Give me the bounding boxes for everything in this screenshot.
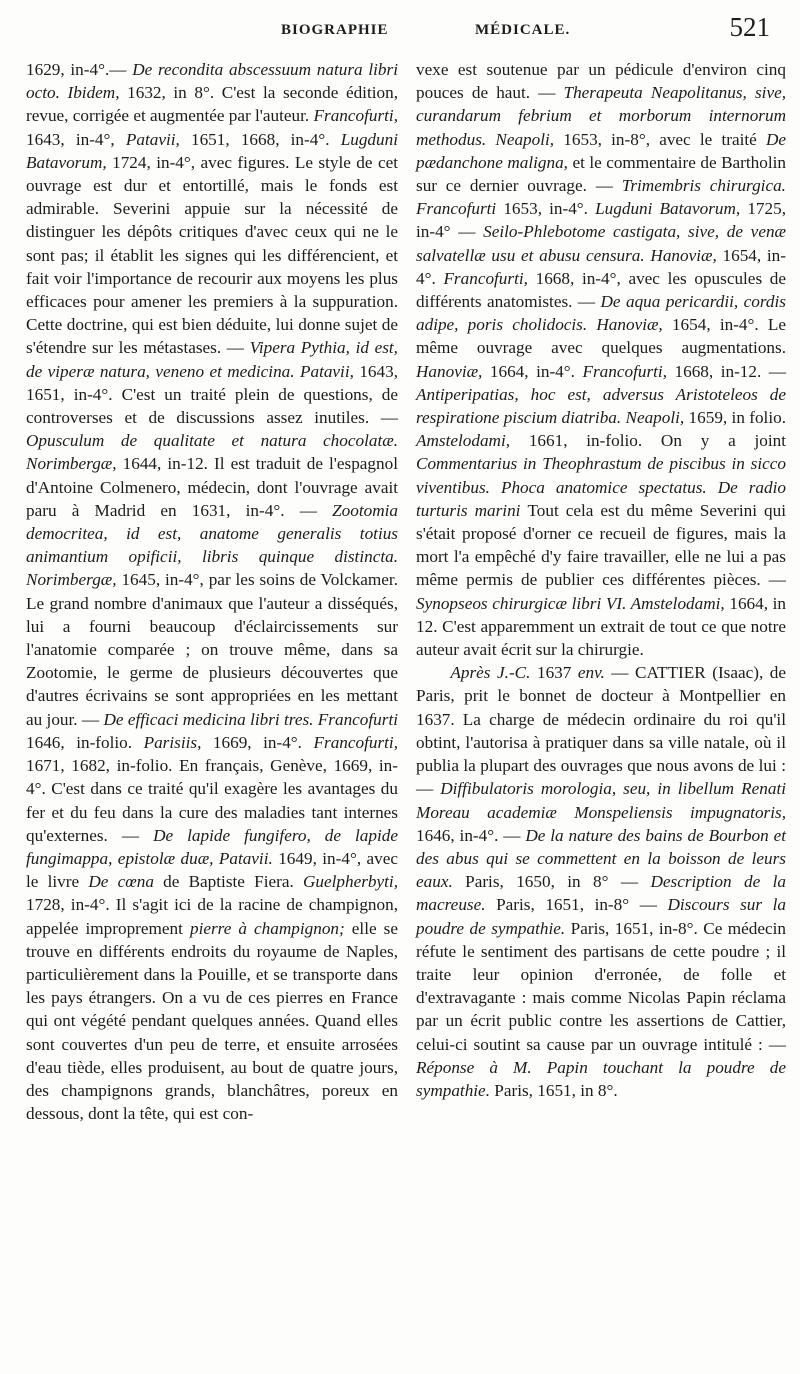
- title-run: Diffibulatoris morologia, seu, in libellum Renati Moreau academiæ Monspeliensis impugnatoris,: [416, 779, 786, 822]
- title-run: Opusculum de qualitate et natura chocolatæ. Norimbergæ,: [26, 431, 398, 474]
- text-run: elle se trouve en différents endroits du royaume de Naples, particulièrement dans la Pouille, et se transporte dans les pays étrangers. On a vu de ces pierres en France qui ont végété pendant quelques années. Quand elles sont couvertes d'un peu de terre, et ensuite arrosées d'eau tiède, elles produisent, au bout de quatre jours, des champignons grands, blanchâtres, poreux en dessous, dont la tête, qui est con-: [26, 918, 398, 1124]
- running-head-right: MÉDICALE.: [475, 22, 571, 38]
- running-head-left: BIOGRAPHIE: [281, 22, 389, 38]
- title-run: Therapeuta Neapolitanus, sive, curandarum febrium et morborum internorum methodus. Neapoli,: [416, 83, 786, 149]
- era-run: env.: [577, 663, 612, 683]
- text-run: de Baptiste Fiera.: [163, 872, 303, 892]
- text-run: 1668, in-12. —: [674, 361, 787, 381]
- text-run: 1632, in 8°. C'est la seconde édition, revue, corrigée et augmentée par l'auteur.: [26, 83, 398, 126]
- text-run: 1728, in-4°. Il s'agit ici de la racine de champignon, appelée improprement: [26, 895, 398, 938]
- text-run: 1651, 1668, in-4°.: [190, 129, 341, 149]
- title-run: De efficaci medicina libri tres. Francofurti: [103, 709, 398, 729]
- title-run: Description de la macreuse.: [416, 872, 786, 915]
- text-run: 1654, in-4°. Le même ouvrage avec quelques augmentations.: [416, 315, 786, 358]
- title-run: Discours sur la poudre de sympathie.: [416, 895, 786, 938]
- title-run: Trimembris chirurgica. Francofurti: [416, 176, 786, 219]
- title-run: Seilo-Phlebotome castigata, sive, de venæ salvatellæ usu et abusu censura. Hanoviæ,: [416, 222, 787, 265]
- text-run: 1671, 1682, in-folio. En français, Genève, 1669, in-4°. C'est dans ce traité qu'il exagère les avantages du fer et du feu dans la cure des maladies tant internes qu'externes. —: [26, 756, 398, 845]
- title-run: Lugduni Batavorum,: [26, 129, 398, 172]
- title-run: De la nature des bains de Bourbon et des abus qui se commettent en la boisson de leurs eaux.: [416, 825, 786, 892]
- title-run: De pædanchone maligna,: [416, 129, 786, 172]
- right-column: [416, 58, 786, 1102]
- text-run: 1724, in-4°, avec figures. Le style de cet ouvrage est dur et entortillé, mais le fonds est admirable. Severini appuie sur la nécessité de distinguer les dépôts critiques d'avec ceux qui ne le sont pas; il établit les signes qui les différencient, et fait voir l'importance de recourir aux moyens les plus efficaces pour amener les premiers à la suppuration. Cette doctrine, qui est bien déduite, lui donne sujet de s'étendre sur les métastases. —: [26, 152, 398, 358]
- title-run: Commentarius in Theophrastum de piscibus in sicco viventibus. Phoca anatomice spectatus. De radio turturis marini: [416, 454, 786, 520]
- title-run: Réponse à M. Papin touchant la poudre de sympathie.: [416, 1057, 786, 1100]
- text-run: (Isaac), de Paris, prit le bonnet de docteur à Montpellier en 1637. La charge de médecin ordinaire du roi qu'il obtint, l'autorisa à pratiquer dans sa ville natale, où il publia la plupart des ouvrages que nous avons de lui : —: [416, 663, 787, 799]
- text-run: 1643, 1651, in-4°. C'est un traité plein de questions, de controverses et de discussions assez inutiles. —: [26, 361, 398, 428]
- text-run: 1669, in-4°.: [212, 732, 314, 752]
- title-run: Hanoviæ,: [416, 361, 490, 381]
- text-run: 1664, in-4°.: [489, 361, 583, 381]
- title-run: Francofurti,: [313, 106, 399, 126]
- title-run: Lugduni Batavorum,: [595, 199, 748, 219]
- entry-name: — CATTIER: [611, 663, 713, 683]
- title-run: Zootomia democritea, id est, anatome generalis totius animantium opificii, libris quinque distincta. Norimbergæ,: [26, 500, 398, 590]
- text-run: Paris, 1651, in-8° —: [496, 895, 668, 915]
- text-run: vexe est soutenue par un pédicule d'environ cinq pouces de haut. —: [416, 60, 786, 103]
- left-column: [26, 58, 398, 1125]
- title-run: Antiperipatias, hoc est, adversus Aristoteleos de respiratione piscium diatriba. Neapoli,: [416, 384, 786, 428]
- text-run: 1659, in folio.: [688, 408, 786, 428]
- text-run: Paris, 1650, in 8° —: [465, 872, 651, 892]
- text-run: 1661, in-folio. On y a joint: [528, 431, 786, 451]
- text-run: 1654, in-4°.: [416, 245, 786, 288]
- text-run: 1646, in-folio.: [26, 732, 144, 752]
- text-run: 1649, in-4°, avec le livre: [26, 848, 398, 892]
- text-run: 1637: [536, 663, 578, 683]
- text-run: Tout cela est du même Severini qui s'était proposé d'orner ce recueil de figures, mais la mort l'a empêché d'y faire travailler, elle ne lui a pas même permis de publier ces différentes pièces. —: [416, 500, 787, 590]
- title-run: De cœna: [88, 872, 164, 892]
- era-run: Après J.-C.: [450, 663, 537, 683]
- text-run: 1646, in-4°. —: [416, 825, 526, 845]
- page-header: [25, 8, 770, 48]
- title-run: Synopseos chirurgicæ libri VI. Amstelodami,: [416, 593, 730, 613]
- title-run: Amstelodami,: [416, 431, 529, 451]
- text-run: Paris, 1651, in 8°.: [494, 1080, 618, 1100]
- cattier-entry: [416, 661, 786, 1102]
- title-run: Guelpherbyti,: [303, 872, 398, 892]
- text-run: 1645, in-4°, par les soins de Volckamer. Le grand nombre d'animaux que l'auteur a disséqués, lui a fourni beaucoup d'éclaircissements sur l'anatomie comparée ; on trouve même, dans sa Zootomie, le germe de plusieurs découvertes que d'autres écrivains se sont appropriées en les mettant au jour. —: [26, 570, 398, 729]
- title-run: Francofurti,: [313, 732, 399, 752]
- text-run: 1653, in-8°, avec le traité: [563, 129, 766, 149]
- text-run: Paris, 1651, in-8°. Ce médecin réfute le sentiment des partisans de cette poudre ; il traite leur opinion d'erronée, de folle et d'extravagante : mais comme Nicolas Papin réclama par un écrit public contre les assertions de Cattier, celui-ci soutint sa cause par un ouvrage intitulé : —: [416, 918, 787, 1054]
- severini-works-continued: [26, 58, 398, 1125]
- text-run: 1668, in-4°, avec les opuscules de différents anatomistes. —: [416, 268, 787, 312]
- title-run: De lapide fungifero, de lapide fungimappa, epistolæ duæ, Patavii.: [26, 825, 398, 868]
- text-run: 1664, in 12. C'est apparemment un extrait de tout ce que notre auteur avait écrit sur la chirurgie.: [416, 593, 786, 660]
- title-run: pierre à champignon;: [189, 918, 352, 938]
- text-run: 1643, in-4°,: [26, 129, 126, 149]
- title-run: Francofurti,: [443, 268, 536, 288]
- title-run: Francofurti,: [582, 361, 675, 381]
- text-run: et le commentaire de Bartholin sur ce dernier ouvrage. —: [416, 152, 786, 196]
- text-run: 1644, in-12. Il est traduit de l'espagnol d'Antoine Colmenero, médecin, dont l'ouvrage avait paru à Madrid en 1631, in-4°. —: [26, 454, 398, 520]
- text-run: 1629, in-4°.—: [26, 60, 133, 79]
- page-number: 521: [729, 12, 770, 42]
- title-run: De aqua pericardii, cordis adipe, poris cholidocis. Hanoviæ,: [416, 292, 786, 335]
- text-run: 1725, in-4° —: [416, 199, 786, 242]
- title-run: Parisiis,: [143, 732, 213, 752]
- title-run: De recondita abscessuum natura libri octo. Ibidem,: [26, 60, 398, 103]
- severini-works-end: [416, 58, 786, 661]
- text-run: 1653, in-4°.: [503, 199, 596, 219]
- title-run: Vipera Pythia, id est, de viperæ natura, veneno et medicina. Patavii,: [26, 338, 398, 381]
- title-run: Patavii,: [125, 129, 191, 149]
